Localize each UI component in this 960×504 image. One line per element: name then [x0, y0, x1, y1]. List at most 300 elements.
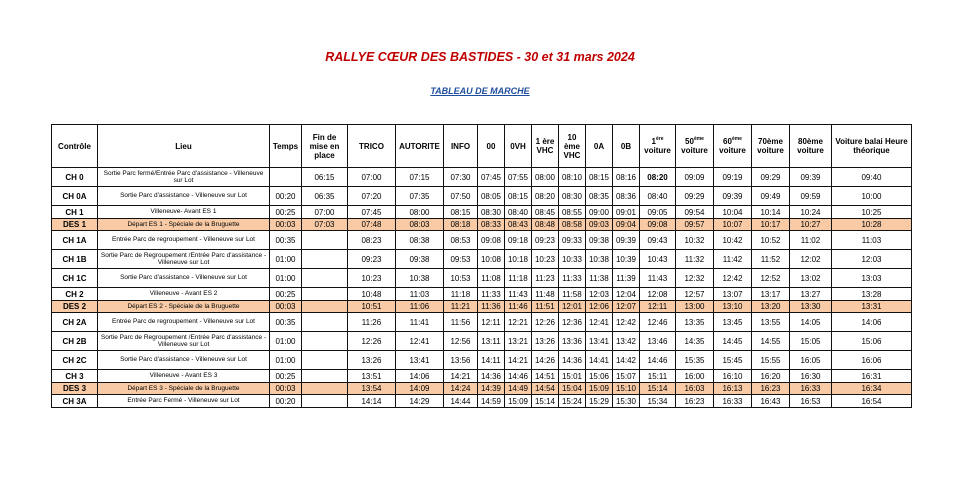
table-row: [52, 383, 912, 395]
column-header-rest: voiture: [719, 146, 746, 155]
column-header: 00: [478, 125, 505, 168]
time-cell: 08:35: [586, 187, 613, 206]
time-cell: 16:34: [832, 383, 912, 395]
time-cell: 12:41: [586, 313, 613, 332]
table-row: [52, 269, 912, 288]
time-cell: 11:36: [478, 301, 505, 313]
time-cell: 11:32: [676, 250, 714, 269]
time-cell: 14:11: [478, 351, 505, 370]
time-cell: 07:45: [478, 168, 505, 187]
time-cell: 12:42: [714, 269, 752, 288]
time-cell: [302, 395, 348, 408]
time-cell: 10:08: [478, 250, 505, 269]
column-header: Temps: [270, 125, 302, 168]
control-cell: CH 2C: [52, 351, 98, 370]
time-cell: 15:10: [613, 383, 640, 395]
time-cell: 06:15: [302, 168, 348, 187]
time-cell: 08:20: [640, 168, 676, 187]
control-cell: CH 2A: [52, 313, 98, 332]
time-cell: 16:31: [832, 370, 912, 383]
time-cell: 09:59: [790, 187, 832, 206]
time-cell: 09:40: [832, 168, 912, 187]
time-cell: 16:10: [714, 370, 752, 383]
control-cell: CH 3A: [52, 395, 98, 408]
time-cell: 10:38: [586, 250, 613, 269]
location-cell: Sortie Parc de Regroupement /Entrée Parc d'assistance -Villeneuve sur Lot: [98, 250, 270, 269]
time-cell: 08:48: [532, 219, 559, 231]
time-cell: 07:48: [348, 219, 396, 231]
time-cell: 10:43: [640, 250, 676, 269]
time-cell: 15:24: [559, 395, 586, 408]
time-cell: 12:41: [396, 332, 444, 351]
time-cell: 07:20: [348, 187, 396, 206]
time-cell: 00:35: [270, 231, 302, 250]
time-cell: 10:25: [832, 206, 912, 219]
time-cell: [302, 383, 348, 395]
time-cell: 09:49: [752, 187, 790, 206]
time-cell: 11:52: [752, 250, 790, 269]
time-cell: 14:36: [478, 370, 505, 383]
table-row: [52, 231, 912, 250]
time-cell: 08:36: [613, 187, 640, 206]
time-cell: 10:48: [348, 288, 396, 301]
time-cell: 00:03: [270, 219, 302, 231]
time-cell: 15:11: [640, 370, 676, 383]
time-cell: 07:00: [302, 206, 348, 219]
time-cell: 09:18: [505, 231, 532, 250]
time-cell: 12:21: [505, 313, 532, 332]
time-cell: 06:35: [302, 187, 348, 206]
time-cell: 11:43: [505, 288, 532, 301]
location-cell: Sortie Parc d'assistance - Villeneuve sur Lot: [98, 351, 270, 370]
time-cell: 16:03: [676, 383, 714, 395]
time-cell: 11:33: [559, 269, 586, 288]
document-subtitle: TABLEAU DE MARCHE: [430, 86, 530, 96]
time-cell: 11:51: [532, 301, 559, 313]
time-cell: 10:53: [444, 269, 478, 288]
time-cell: 11:03: [832, 231, 912, 250]
time-cell: 09:23: [348, 250, 396, 269]
time-cell: 07:30: [444, 168, 478, 187]
table-row: [52, 288, 912, 301]
time-cell: 15:55: [752, 351, 790, 370]
time-cell: 14:05: [790, 313, 832, 332]
time-cell: [302, 231, 348, 250]
column-header-number: 60: [723, 137, 732, 146]
time-cell: 16:20: [752, 370, 790, 383]
time-cell: 09:23: [532, 231, 559, 250]
control-cell: CH 2B: [52, 332, 98, 351]
time-cell: 07:50: [444, 187, 478, 206]
time-cell: 15:30: [613, 395, 640, 408]
time-cell: 14:39: [478, 383, 505, 395]
column-header: 80ème voiture: [790, 125, 832, 168]
time-cell: 13:55: [752, 313, 790, 332]
time-cell: 13:17: [752, 288, 790, 301]
time-cell: 10:39: [613, 250, 640, 269]
time-cell: 12:26: [532, 313, 559, 332]
column-header: 0VH: [505, 125, 532, 168]
time-cell: 13:51: [348, 370, 396, 383]
control-cell: CH 2: [52, 288, 98, 301]
time-cell: 15:34: [640, 395, 676, 408]
time-cell: 00:35: [270, 313, 302, 332]
time-cell: 09:29: [752, 168, 790, 187]
time-cell: 13:42: [613, 332, 640, 351]
time-cell: 13:41: [396, 351, 444, 370]
time-cell: 13:35: [676, 313, 714, 332]
time-cell: 14:59: [478, 395, 505, 408]
time-cell: 10:27: [790, 219, 832, 231]
time-cell: 14:46: [505, 370, 532, 383]
time-cell: 00:03: [270, 383, 302, 395]
time-cell: 15:14: [532, 395, 559, 408]
control-cell: DES 3: [52, 383, 98, 395]
time-cell: 12:04: [613, 288, 640, 301]
time-cell: 11:08: [478, 269, 505, 288]
time-cell: 08:30: [478, 206, 505, 219]
time-cell: 12:11: [640, 301, 676, 313]
time-cell: 11:56: [444, 313, 478, 332]
time-cell: 15:01: [559, 370, 586, 383]
time-cell: 01:00: [270, 269, 302, 288]
time-cell: 00:25: [270, 206, 302, 219]
time-cell: 10:42: [714, 231, 752, 250]
time-cell: 13:36: [559, 332, 586, 351]
time-cell: 13:21: [505, 332, 532, 351]
table-row: [52, 351, 912, 370]
location-cell: Villeneuve- Avant ES 1: [98, 206, 270, 219]
time-cell: 16:43: [752, 395, 790, 408]
time-cell: 13:56: [444, 351, 478, 370]
column-header-sup: ème: [693, 136, 704, 142]
time-cell: 08:55: [559, 206, 586, 219]
time-cell: 08:53: [444, 231, 478, 250]
time-cell: 07:45: [348, 206, 396, 219]
column-header-number: 1: [651, 137, 656, 146]
column-header: [640, 125, 676, 168]
time-cell: 12:07: [613, 301, 640, 313]
time-cell: 09:39: [714, 187, 752, 206]
location-cell: Villeneuve - Avant ES 2: [98, 288, 270, 301]
location-cell: Départ ES 1 - Spéciale de la Bruguette: [98, 219, 270, 231]
time-cell: 14:29: [396, 395, 444, 408]
time-cell: 12:57: [676, 288, 714, 301]
time-cell: 12:03: [832, 250, 912, 269]
location-cell: Sortie Parc de Regroupement /Entrée Parc d'assistance -Villeneuve sur Lot: [98, 332, 270, 351]
time-cell: 16:06: [832, 351, 912, 370]
time-cell: 16:05: [790, 351, 832, 370]
time-cell: 08:15: [444, 206, 478, 219]
time-cell: 09:08: [478, 231, 505, 250]
time-cell: 14:24: [444, 383, 478, 395]
time-cell: [302, 332, 348, 351]
time-cell: 09:09: [676, 168, 714, 187]
time-cell: 13:26: [348, 351, 396, 370]
time-cell: 14:45: [714, 332, 752, 351]
time-cell: [302, 351, 348, 370]
time-cell: 11:26: [348, 313, 396, 332]
time-cell: 12:52: [752, 269, 790, 288]
time-cell: 08:45: [532, 206, 559, 219]
column-header-number: 50: [685, 137, 694, 146]
time-cell: 10:00: [832, 187, 912, 206]
time-cell: 08:15: [586, 168, 613, 187]
time-cell: 16:00: [676, 370, 714, 383]
table-row: [52, 301, 912, 313]
time-cell: 16:13: [714, 383, 752, 395]
time-cell: 11:21: [444, 301, 478, 313]
time-cell: 09:39: [790, 168, 832, 187]
time-cell: 13:45: [714, 313, 752, 332]
time-cell: 14:41: [586, 351, 613, 370]
time-cell: 01:00: [270, 250, 302, 269]
column-header: AUTORITE: [396, 125, 444, 168]
schedule-table: [51, 124, 912, 408]
time-cell: 07:15: [396, 168, 444, 187]
time-cell: 15:06: [832, 332, 912, 351]
time-cell: 09:53: [444, 250, 478, 269]
time-cell: 11:46: [505, 301, 532, 313]
time-cell: 09:01: [613, 206, 640, 219]
time-cell: 00:20: [270, 187, 302, 206]
time-cell: 10:24: [790, 206, 832, 219]
time-cell: 08:40: [640, 187, 676, 206]
time-cell: 14:42: [613, 351, 640, 370]
time-cell: 08:18: [444, 219, 478, 231]
time-cell: 01:00: [270, 332, 302, 351]
time-cell: 07:03: [302, 219, 348, 231]
time-cell: [302, 370, 348, 383]
time-cell: 13:07: [714, 288, 752, 301]
time-cell: 10:18: [505, 250, 532, 269]
time-cell: 15:45: [714, 351, 752, 370]
time-cell: 12:32: [676, 269, 714, 288]
time-cell: 08:00: [532, 168, 559, 187]
column-header: [676, 125, 714, 168]
time-cell: 14:21: [505, 351, 532, 370]
time-cell: 15:14: [640, 383, 676, 395]
time-cell: [302, 269, 348, 288]
time-cell: 12:02: [790, 250, 832, 269]
time-cell: 10:17: [752, 219, 790, 231]
time-cell: 12:36: [559, 313, 586, 332]
time-cell: 11:48: [532, 288, 559, 301]
column-header: Lieu: [98, 125, 270, 168]
time-cell: 16:33: [714, 395, 752, 408]
control-cell: DES 1: [52, 219, 98, 231]
time-cell: 13:20: [752, 301, 790, 313]
time-cell: [302, 301, 348, 313]
column-header: [714, 125, 752, 168]
time-cell: 07:00: [348, 168, 396, 187]
time-cell: 09:57: [676, 219, 714, 231]
time-cell: 15:05: [790, 332, 832, 351]
time-cell: 13:54: [348, 383, 396, 395]
time-cell: 00:03: [270, 301, 302, 313]
time-cell: 08:40: [505, 206, 532, 219]
time-cell: 12:26: [348, 332, 396, 351]
control-cell: CH 1C: [52, 269, 98, 288]
column-header: INFO: [444, 125, 478, 168]
time-cell: 10:14: [752, 206, 790, 219]
column-header: 0A: [586, 125, 613, 168]
column-header: 0B: [613, 125, 640, 168]
time-cell: 13:26: [532, 332, 559, 351]
time-cell: [302, 250, 348, 269]
time-cell: 13:27: [790, 288, 832, 301]
time-cell: [302, 313, 348, 332]
column-header-sup: ème: [731, 136, 742, 142]
column-header: Fin de mise en place: [302, 125, 348, 168]
time-cell: 11:41: [396, 313, 444, 332]
time-cell: 14:14: [348, 395, 396, 408]
column-header: 70ème voiture: [752, 125, 790, 168]
time-cell: 09:08: [640, 219, 676, 231]
table-row: [52, 187, 912, 206]
time-cell: 14:09: [396, 383, 444, 395]
time-cell: 10:52: [752, 231, 790, 250]
table-header: [52, 125, 912, 168]
time-cell: 15:29: [586, 395, 613, 408]
time-cell: 14:06: [832, 313, 912, 332]
control-cell: CH 0: [52, 168, 98, 187]
time-cell: 08:33: [478, 219, 505, 231]
location-cell: Entrée Parc de regroupement - Villeneuve sur Lot: [98, 231, 270, 250]
time-cell: 08:58: [559, 219, 586, 231]
time-cell: 14:26: [532, 351, 559, 370]
time-cell: 11:43: [640, 269, 676, 288]
column-header: Voiture balai Heure théorique: [832, 125, 912, 168]
time-cell: 08:05: [478, 187, 505, 206]
time-cell: 08:15: [505, 187, 532, 206]
time-cell: 15:09: [505, 395, 532, 408]
time-cell: 14:06: [396, 370, 444, 383]
time-cell: 12:01: [559, 301, 586, 313]
time-cell: 12:11: [478, 313, 505, 332]
time-cell: 07:55: [505, 168, 532, 187]
location-cell: Entrée Parc Fermé - Villeneuve sur Lot: [98, 395, 270, 408]
time-cell: 11:42: [714, 250, 752, 269]
time-cell: 01:00: [270, 351, 302, 370]
time-cell: 08:10: [559, 168, 586, 187]
control-cell: CH 1B: [52, 250, 98, 269]
time-cell: 08:20: [532, 187, 559, 206]
header-row: [52, 125, 912, 168]
time-cell: 15:09: [586, 383, 613, 395]
time-cell: 13:10: [714, 301, 752, 313]
time-cell: 12:08: [640, 288, 676, 301]
time-cell: 13:02: [790, 269, 832, 288]
control-cell: CH 1A: [52, 231, 98, 250]
time-cell: 12:42: [613, 313, 640, 332]
time-cell: 13:41: [586, 332, 613, 351]
time-cell: 00:20: [270, 395, 302, 408]
table-row: [52, 332, 912, 351]
location-cell: Sortie Parc fermé/Entrée Parc d'assistance - Villeneuve sur Lot: [98, 168, 270, 187]
table-row: [52, 206, 912, 219]
time-cell: 10:33: [559, 250, 586, 269]
column-header: 10 ème VHC: [559, 125, 586, 168]
time-cell: 13:46: [640, 332, 676, 351]
control-cell: CH 1: [52, 206, 98, 219]
time-cell: 11:03: [396, 288, 444, 301]
time-cell: 11:58: [559, 288, 586, 301]
column-header-sup: ère: [655, 136, 664, 142]
time-cell: 15:35: [676, 351, 714, 370]
time-cell: 14:51: [532, 370, 559, 383]
time-cell: 13:03: [832, 269, 912, 288]
time-cell: 11:33: [478, 288, 505, 301]
time-cell: 16:23: [676, 395, 714, 408]
time-cell: 13:31: [832, 301, 912, 313]
time-cell: 10:04: [714, 206, 752, 219]
time-cell: 16:33: [790, 383, 832, 395]
table-row: [52, 219, 912, 231]
time-cell: 11:23: [532, 269, 559, 288]
time-cell: 15:06: [586, 370, 613, 383]
time-cell: 11:39: [613, 269, 640, 288]
column-header-rest: voiture: [644, 146, 671, 155]
time-cell: 07:35: [396, 187, 444, 206]
time-cell: 08:00: [396, 206, 444, 219]
time-cell: 15:04: [559, 383, 586, 395]
time-cell: 10:23: [348, 269, 396, 288]
time-cell: 10:23: [532, 250, 559, 269]
table-row: [52, 395, 912, 408]
time-cell: 12:03: [586, 288, 613, 301]
time-cell: 00:25: [270, 288, 302, 301]
time-cell: 00:25: [270, 370, 302, 383]
time-cell: 09:38: [396, 250, 444, 269]
time-cell: [270, 168, 302, 187]
time-cell: 11:02: [790, 231, 832, 250]
time-cell: 09:04: [613, 219, 640, 231]
time-cell: 14:54: [532, 383, 559, 395]
table-row: [52, 250, 912, 269]
time-cell: 14:55: [752, 332, 790, 351]
time-cell: 14:46: [640, 351, 676, 370]
time-cell: 08:16: [613, 168, 640, 187]
time-cell: 10:07: [714, 219, 752, 231]
time-cell: 12:56: [444, 332, 478, 351]
control-cell: CH 3: [52, 370, 98, 383]
time-cell: 09:43: [640, 231, 676, 250]
time-cell: 09:39: [613, 231, 640, 250]
time-cell: 12:06: [586, 301, 613, 313]
table-row: [52, 313, 912, 332]
column-header: 1 ère VHC: [532, 125, 559, 168]
time-cell: 09:00: [586, 206, 613, 219]
time-cell: 11:38: [586, 269, 613, 288]
table-body: [52, 168, 912, 408]
location-cell: Sortie Parc d'assistance - Villeneuve sur Lot: [98, 187, 270, 206]
location-cell: Villeneuve - Avant ES 3: [98, 370, 270, 383]
time-cell: 16:30: [790, 370, 832, 383]
location-cell: Entrée Parc de regroupement - Villeneuve sur Lot: [98, 313, 270, 332]
time-cell: 16:54: [832, 395, 912, 408]
time-cell: 13:00: [676, 301, 714, 313]
table-row: [52, 168, 912, 187]
time-cell: 08:03: [396, 219, 444, 231]
time-cell: 10:38: [396, 269, 444, 288]
time-cell: 16:23: [752, 383, 790, 395]
column-header-rest: voiture: [681, 146, 708, 155]
table-row: [52, 370, 912, 383]
time-cell: 09:54: [676, 206, 714, 219]
location-cell: Sortie Parc d'assistance - Villeneuve sur Lot: [98, 269, 270, 288]
time-cell: 09:19: [714, 168, 752, 187]
